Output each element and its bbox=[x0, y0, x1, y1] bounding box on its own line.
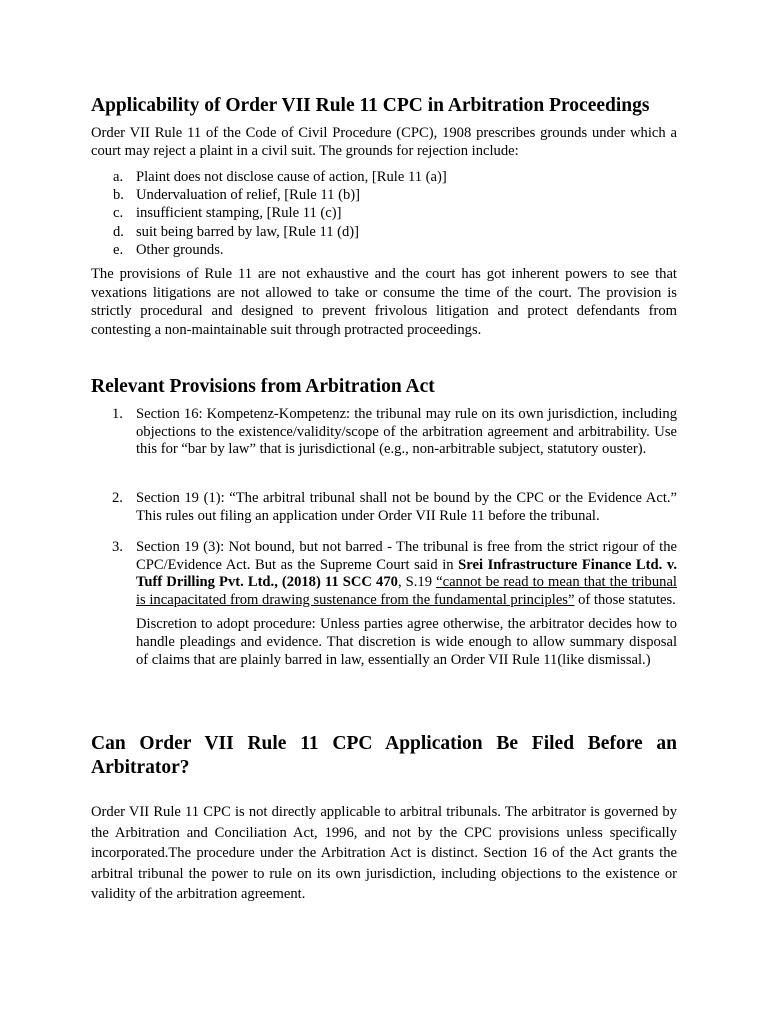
conclusion-paragraph: Order VII Rule 11 CPC is not directly applicable to arbitral tribunals. The arbitrator is governed by the Arbitration and Conciliation Act, 1996, and not by the CPC provisions unless specifically incorporated.The procedure under the Arbitration Act is distinct. Section 16 of the Act grants the arbitral tribunal the power to rule on its own jurisdiction, including objections to the existence or validity of the arbitration agreement. bbox=[91, 804, 677, 902]
list-item bbox=[91, 186, 677, 204]
intro-paragraph: Order VII Rule 11 of the Code of Civil Procedure (CPC), 1908 prescribes grounds under which a court may reject a plaint in a civil suit. The grounds for rejection include: bbox=[91, 125, 677, 159]
text-run: Section 19 (3): Not bound, but not barred - The tribunal is free from the strict rigour of the CPC/Evidence Act. But as the Supreme Court said in bbox=[136, 539, 677, 573]
underlined-quote: “cannot be read to mean that the tribunal is incapacitated from drawing sustenance from the fundamental principles” bbox=[136, 574, 677, 608]
list-marker: 2. bbox=[112, 490, 123, 506]
section-heading-can-application-be-filed: Can Order VII Rule 11 CPC Application Be Filed Before an Arbitrator? bbox=[91, 733, 677, 778]
list-item-text bbox=[136, 539, 677, 609]
list-item-text: Other grounds. bbox=[136, 241, 224, 258]
list-marker: 3. bbox=[112, 539, 123, 555]
list-marker: a. bbox=[113, 169, 124, 185]
list-item bbox=[91, 406, 677, 459]
text-run: , S.19 bbox=[397, 574, 437, 591]
list-marker: 1. bbox=[112, 406, 123, 422]
list-marker: e. bbox=[113, 241, 124, 258]
list-item-text: suit being barred by law, [Rule 11 (d)] bbox=[136, 223, 360, 240]
list-item-text: Section 16: Kompetenz-Kompetenz: the tribunal may rule on its own jurisdiction, including objections to the existence/validity/scope of the arbitration agreement and arbitrability. Use this for “bar by law” that is jurisdictional (e.g., non-arbitrable subject, statutory ouster). bbox=[136, 406, 677, 458]
list-item-text: insufficient stamping, [Rule 11 (c)] bbox=[136, 205, 342, 222]
list-marker: c. bbox=[113, 205, 124, 222]
list-item bbox=[91, 168, 677, 186]
list-item-text: Plaint does not disclose cause of action, [Rule 11 (a)] bbox=[136, 169, 447, 185]
section-heading-applicability: Applicability of Order VII Rule 11 CPC in Arbitration Proceedings bbox=[91, 95, 650, 116]
list-item bbox=[91, 223, 677, 241]
list-marker: d. bbox=[113, 223, 124, 240]
list-item bbox=[91, 539, 677, 669]
case-citation: Srei Infrastructure Finance Ltd. v. Tuff Drilling Pvt. Ltd., (2018) 11 SCC 470 bbox=[136, 556, 677, 591]
list-item-text: Section 19 (1): “The arbitral tribunal shall not be bound by the CPC or the Evidence Act.” This rules out filing an application under Order VII Rule 11 before the tribunal. bbox=[136, 490, 677, 524]
text-run: of those statutes. bbox=[574, 591, 676, 608]
section-heading-relevant-provisions: Relevant Provisions from Arbitration Act bbox=[91, 376, 435, 397]
list-item bbox=[91, 204, 677, 222]
discretion-paragraph: Discretion to adopt procedure: Unless parties agree otherwise, the arbitrator decides how to handle pleadings and evidence. That discretion is wide enough to allow summary disposal of claims that are plainly barred in law, essentially an Order VII Rule 11(like dismissal.) bbox=[136, 616, 677, 668]
list-item bbox=[91, 241, 677, 259]
list-item-text: Undervaluation of relief, [Rule 11 (b)] bbox=[136, 187, 360, 204]
list-item bbox=[91, 490, 677, 525]
inherent-powers-paragraph: The provisions of Rule 11 are not exhaustive and the court has got inherent powers to see that vexations litigations are not allowed to take or consume the time of the court. The provision is strictly procedural and designed to prevent frivolous litigation and protect defendants from contesting a non-maintainable suit through protracted proceedings. bbox=[91, 266, 677, 338]
list-marker: b. bbox=[113, 187, 124, 204]
grounds-list bbox=[91, 168, 677, 259]
